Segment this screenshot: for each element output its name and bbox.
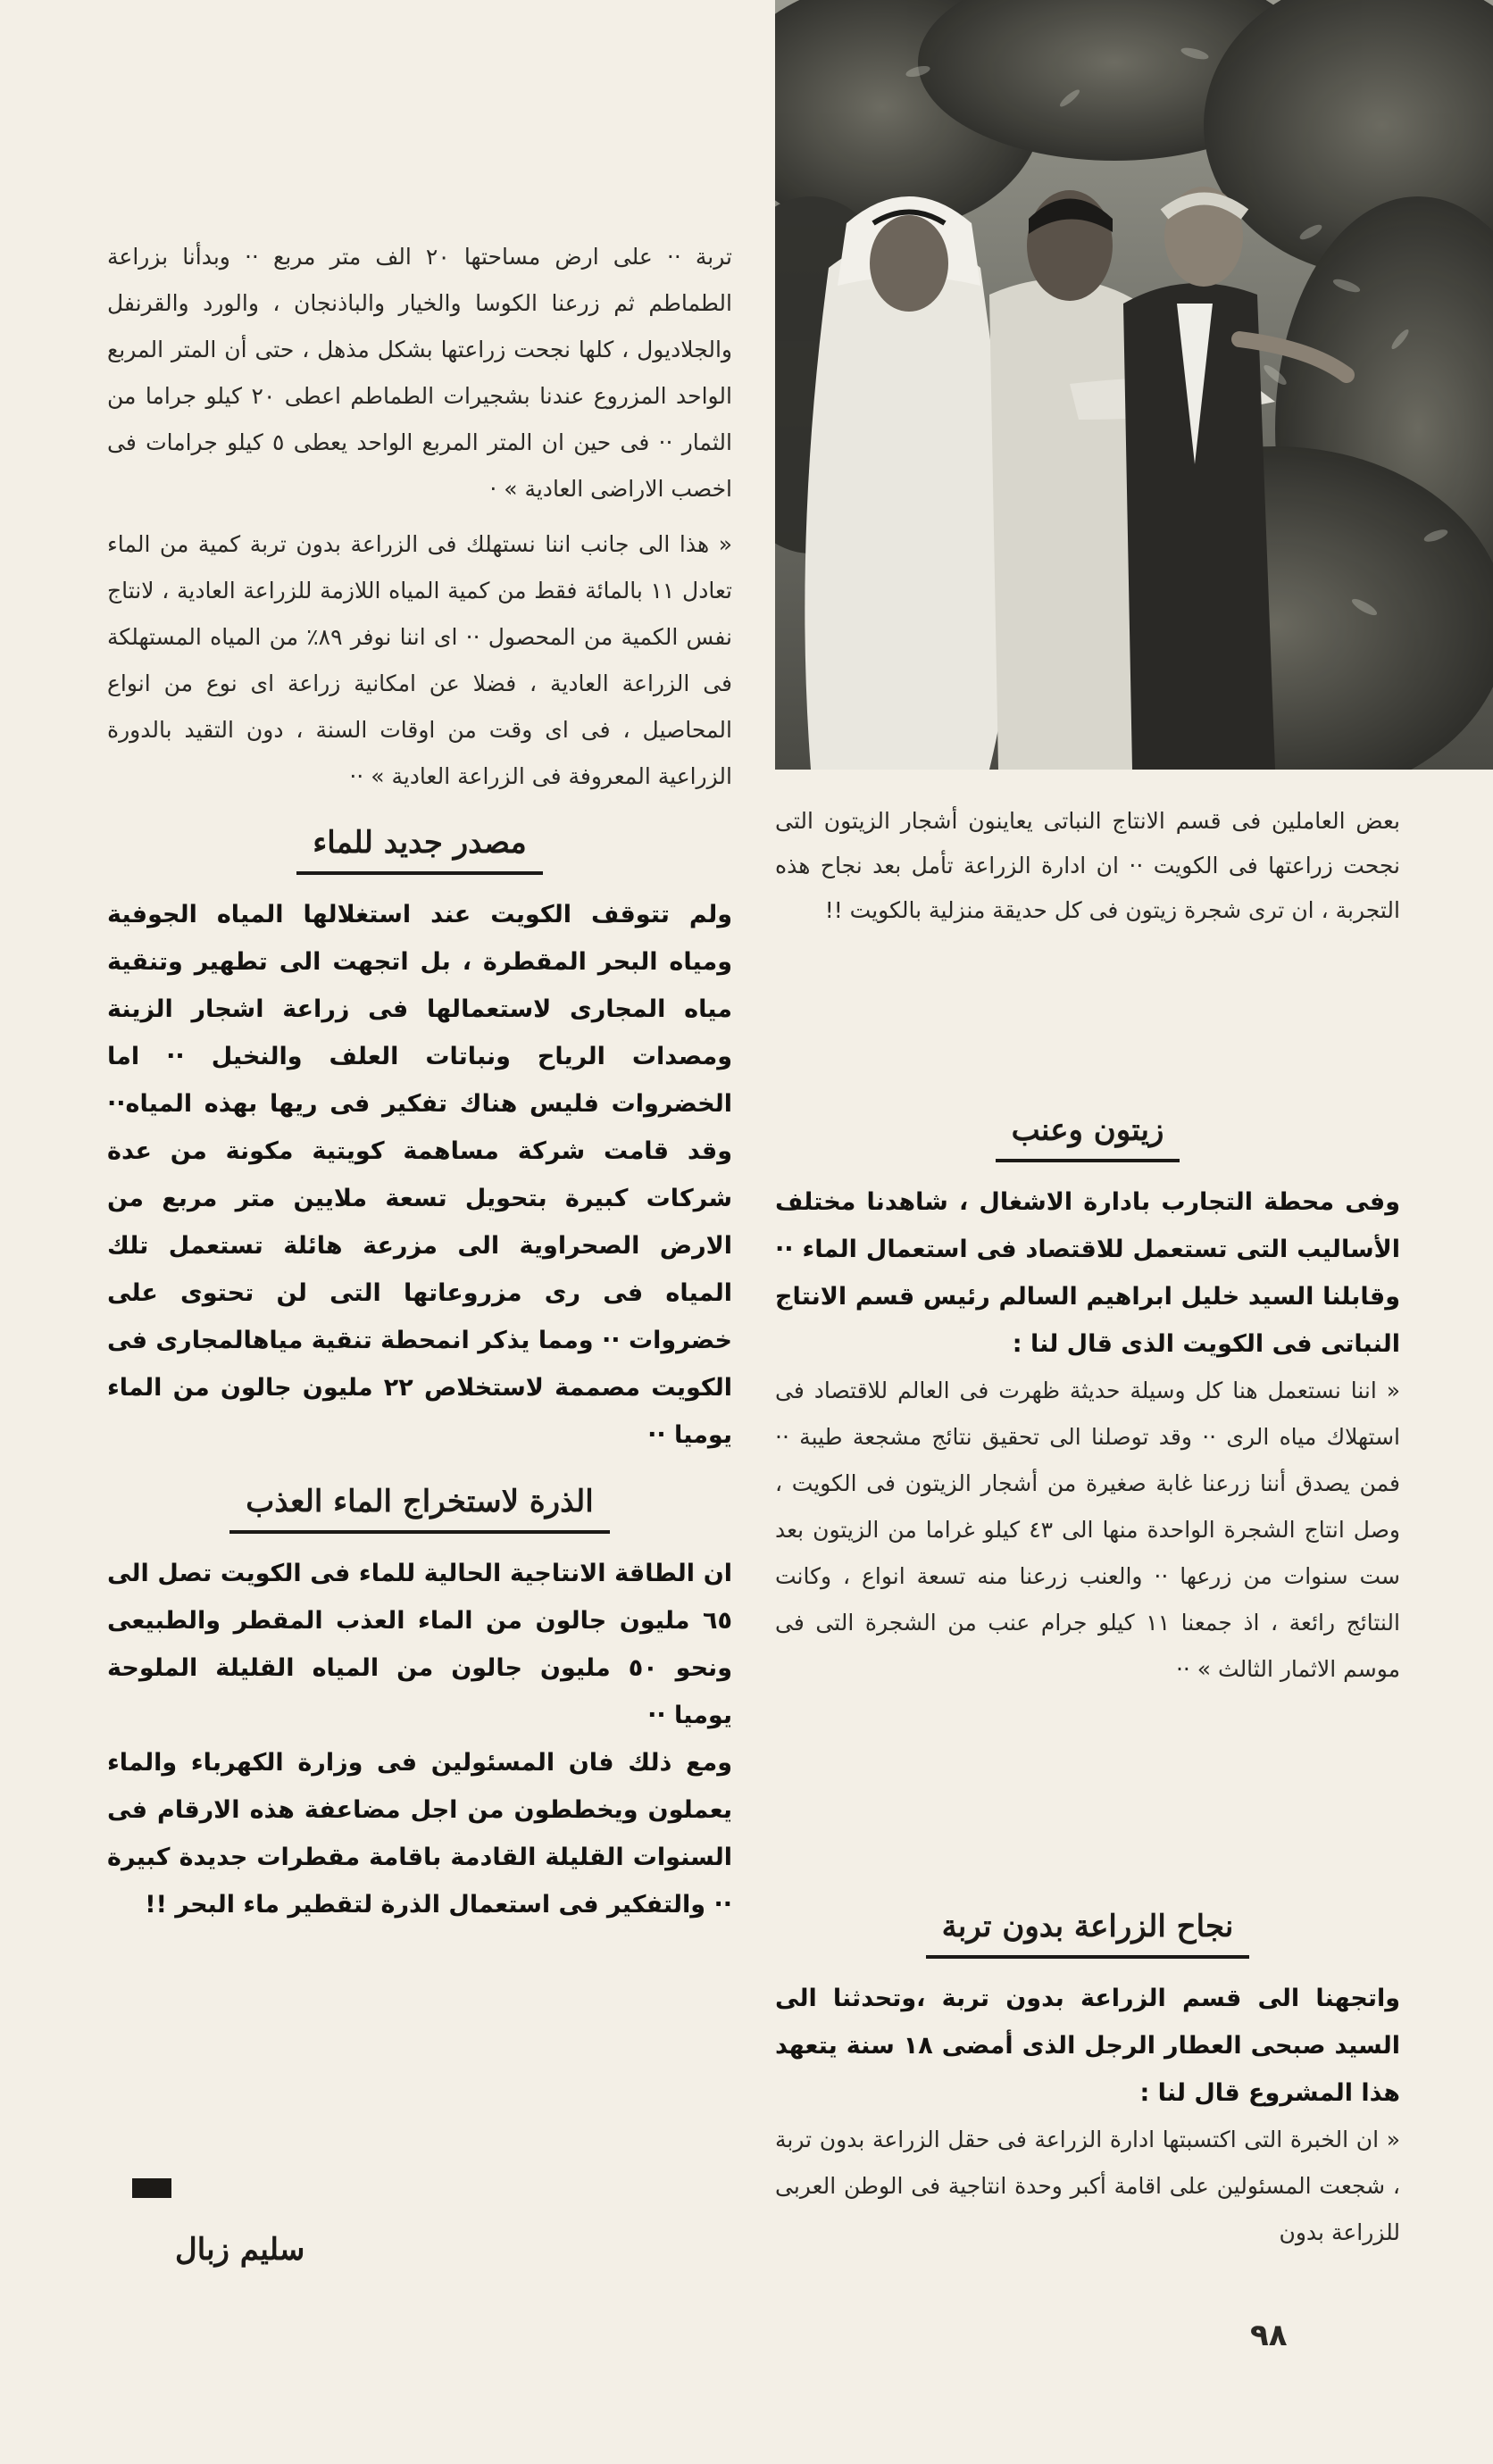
heading-soilless-text: نجاح الزراعة بدون تربة	[926, 1902, 1250, 1959]
soilless-continued-paragraph: تربة ·· على ارض مساحتها ٢٠ الف متر مربع ·· وبدأنا بزراعة الطماطم ثم زرعنا الكوسا والخيار والباذنجان ، والورد والقرنفل والجلاديول ، كلها نجحت زراعتها بشكل مذهل ، حتى أن المتر المربع الواحد المزروع عندنا بشجيرات الطماطم اعطى ٢٠ كيلو جراما من الثمار ·· فى حين ان المتر المربع الواحد يعطى ٥ كيلو جرامات فى اخصب الاراضى العادية » ·	[107, 244, 732, 502]
page-number: ٩٨	[1250, 2318, 1288, 2353]
left-column	[107, 234, 732, 1928]
author-signature: سليم زبال	[175, 2232, 305, 2268]
article-photo	[775, 0, 1493, 770]
heading-new-water-source-text: مصدر جديد للماء	[296, 818, 542, 875]
heading-new-water-source	[107, 818, 732, 880]
olive-quote-paragraph: « اننا نستعمل هنا كل وسيلة حديثة ظهرت فى العالم للاقتصاد فى استهلاك مياه الرى ·· وقد توصلنا الى تحقيق نتائج مشجعة طيبة ·· فمن يصدق أننا زرعنا غابة صغيرة من أشجار الزيتون فى الكويت ، وصل انتاج الشجرة الواحدة منها الى ٤٣ كيلو غراما من الزيتون بعد ست سنوات من زرعها ·· والعنب زرعنا منه تسعة انواع ، وكانت النتائج رائعة ، اذ جمعنا ١١ كيلو جرام عنب من الشجرة التى فى موسم الاثمار الثالث » ··	[775, 1378, 1401, 1682]
water-capacity-paragraph: ان الطاقة الانتاجية الحالية للماء فى الكويت تصل الى ٦٥ مليون جالون من الماء العذب المقطر والطبيعى ونحو ٥٠ مليون جالون من المياه القليلة الملوحة يوميا ··	[107, 1560, 732, 1729]
water-savings-paragraph: « هذا الى جانب اننا نستهلك فى الزراعة بدون تربة كمية من الماء تعادل ١١ بالمائة فقط من كمية المياه اللازمة للزراعة العادية ، لانتاج نفس الكمية من المحصول ·· اى اننا نوفر ٨٩٪ من المياه المستهلكة فى الزراعة العادية ، فضلا عن امكانية زراعة اى نوع من انواع المحاصيل ، فى اى وقت من اوقات السنة ، دون التقيد بالدورة الزراعية المعروفة فى الزراعة العادية » ··	[107, 531, 732, 789]
section-olive-grapes	[775, 1105, 1400, 1693]
heading-olive-grapes-text: زيتون وعنب	[996, 1105, 1180, 1162]
photo-illustration	[775, 0, 1493, 770]
heading-soilless-farming	[775, 1902, 1400, 1964]
article-end-mark	[132, 2178, 171, 2198]
heading-olive-grapes	[775, 1105, 1400, 1168]
soilless-intro-paragraph: واتجهنا الى قسم الزراعة بدون تربة ،وتحدثنا الى السيد صبحى العطار الرجل الذى أمضى ١٨ سنة يتعهد هذا المشروع قال لنا :	[775, 1985, 1400, 2107]
olive-intro-paragraph: وفى محطة التجارب بادارة الاشغال ، شاهدنا مختلف الأساليب التى تستعمل للاقتصاد فى استعمال الماء ·· وقابلنا السيد خليل ابراهيم السالم رئيس قسم الانتاج النباتى فى الكويت الذى قال لنا :	[775, 1188, 1400, 1358]
water-source-paragraph: ولم تتوقف الكويت عند استغلالها المياه الجوفية ومياه البحر المقطرة ، بل اتجهت الى تطهير وتنقية مياه المجارى لاستعمالها فى زراعة اشجار الزينة ومصدات الرياح ونباتات العلف والنخيل ·· اما الخضروات فليس هناك تفكير فى ريها بهذه المياه·· وقد قامت شركة مساهمة كويتية مكونة من عدة شركات كبيرة بتحويل تسعة ملايين متر مربع من الارض الصحراوية الى مزرعة هائلة تستعمل تلك المياه فى رى مزروعاتها التى لن تحتوى على خضروات ·· ومما يذكر انمحطة تنقية مياهالمجارى فى الكويت مصممة لاستخلاص ٢٢ مليون جالون من الماء يوميا ··	[107, 901, 732, 1449]
heading-atom-fresh-water	[107, 1477, 732, 1539]
photo-caption: بعض العاملين فى قسم الانتاج النباتى يعاينون أشجار الزيتون التى نجحت زراعتها فى الكويت ·· ان ادارة الزراعة تأمل بعد نجاح هذه التجربة ، ان ترى شجرة زيتون فى كل حديقة منزلية بالكويت !!	[775, 808, 1400, 923]
section-soilless-farming	[775, 1902, 1400, 2256]
heading-atom-fresh-water-text: الذرة لاستخراج الماء العذب	[229, 1477, 610, 1534]
future-plans-paragraph: ومع ذلك فان المسئولين فى وزارة الكهرباء والماء يعملون ويخططون من اجل مضاعفة هذه الارقام فى السنوات القليلة القادمة باقامة مقطرات جديدة كبيرة ·· والتفكير فى استعمال الذرة لتقطير ماء البحر !!	[107, 1749, 732, 1919]
soilless-quote-paragraph: « ان الخبرة التى اكتسبتها ادارة الزراعة فى حقل الزراعة بدون تربة ، شجعت المسئولين على اقامة أكبر وحدة انتاجية فى الوطن العربى للزراعة بدون	[775, 2127, 1400, 2245]
